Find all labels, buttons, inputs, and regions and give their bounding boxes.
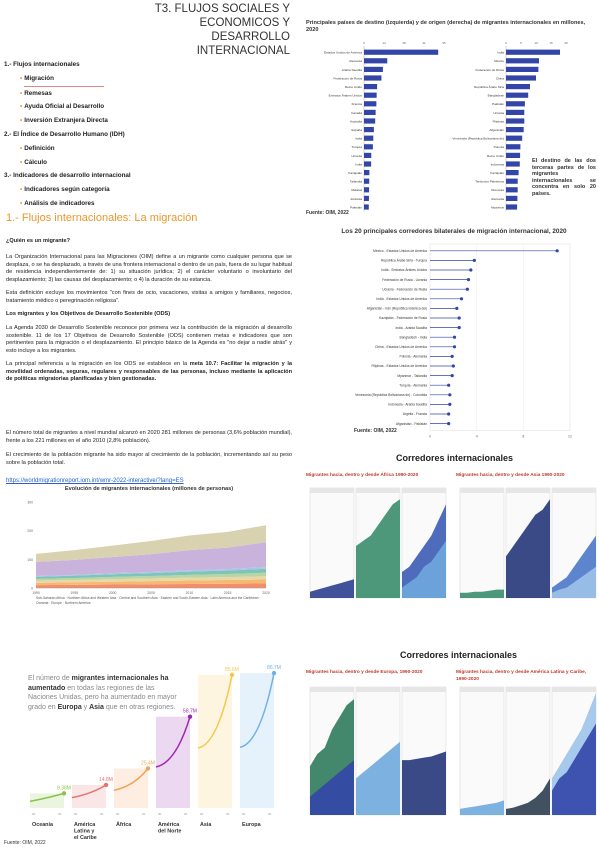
category-label: Afganistán - Pakistán: [395, 421, 427, 426]
tick-label: 15: [549, 41, 553, 45]
tick-label: 8: [522, 434, 525, 439]
year-label: 20: [268, 812, 272, 816]
category-label: Bangladesh - India: [399, 335, 427, 340]
lollipop-dot: [556, 249, 559, 252]
bar: [364, 93, 377, 98]
facet-header: [552, 488, 596, 493]
bar: [364, 84, 377, 89]
category-label: Reino Unido: [486, 153, 504, 158]
region-name-label: Latina y: [74, 828, 95, 835]
category-label: Estados Unidos de América: [323, 50, 362, 55]
toc-item-ayuda[interactable]: • Ayuda Oficial al Desarrollo: [4, 100, 204, 114]
section-heading: 1.- Flujos internacionales: La migración: [6, 212, 198, 224]
toc-item-indicadores[interactable]: • Indicadores según categoría: [4, 183, 204, 197]
bar: [364, 67, 383, 72]
corridors-facets-2: [306, 681, 596, 841]
category-label: México - Estados Unidos de América: [373, 249, 427, 253]
corridors-source: Fuente: OIM, 2022: [354, 428, 397, 434]
bar: [506, 93, 528, 98]
lollipop-dot: [447, 412, 450, 415]
category-label: México: [494, 59, 504, 64]
tick-label: 4: [475, 434, 478, 439]
category-label: España: [351, 128, 362, 132]
category-label: Indonesia - Arabia Saudita: [388, 402, 427, 407]
lollipop-dot: [453, 336, 456, 339]
category-label: India - Arabia Saudita: [395, 325, 427, 330]
x-tick-label: 2005: [147, 591, 155, 595]
paragraph-total: El número total de migrantes a nivel mundial alcanzó en 2020 281 millones de personas (3,6% población mundial), frente a los 221 millones en el año 2010 (2,8% población).: [6, 430, 292, 444]
x-tick-label: 1995: [70, 591, 79, 595]
facet-header: [506, 488, 550, 493]
region-value-label: 9.38M: [57, 785, 71, 792]
category-label: Polonia - Alemania: [399, 354, 427, 359]
bar: [506, 75, 536, 80]
toc-item-migracion[interactable]: • Migración: [4, 72, 204, 87]
top-chart-title: Principales países de destino (izquierda) y de origen (derecha) de migrantes internacionales en millones, 2020: [306, 20, 586, 33]
bar: [506, 204, 517, 209]
year-label: 90: [116, 812, 120, 816]
bar: [506, 196, 517, 201]
bar: [506, 187, 518, 192]
lollipop-dot: [466, 288, 469, 291]
facet-header: [356, 488, 400, 493]
category-label: Kazajstán: [490, 171, 504, 175]
category-label: India - Estados Unidos de América: [376, 297, 427, 301]
corridors-lollipop: [312, 240, 596, 439]
category-label: Canadá: [351, 110, 362, 115]
facet-header: [506, 687, 550, 692]
bar: [506, 58, 539, 63]
category-label: Arabia Saudita: [341, 67, 362, 72]
europe-title: Migrantes hacia, dentro y desde Europa, 1990-2020: [306, 670, 423, 675]
category-label: Turquía - Alemania: [399, 383, 427, 388]
category-label: Turquía: [351, 145, 362, 150]
category-label: Ucrania - Federación de Rusia: [382, 287, 427, 292]
category-label: Venezuela (República Bolivariana de): [452, 136, 504, 141]
tick-label: 41: [422, 41, 426, 45]
bar: [506, 170, 519, 175]
lollipop-dot: [467, 278, 470, 281]
facet-header: [460, 488, 504, 493]
bar: [364, 204, 369, 209]
africa-title: Migrantes hacia, dentro y desde África 1990-2020: [306, 473, 419, 478]
x-tick-label: 2000: [108, 591, 117, 595]
bar: [364, 110, 376, 115]
lollipop-dot: [452, 364, 455, 367]
paragraph-meta: La principal referencia a la migración en los ODS se establece en la meta 10.7: Facilitar la migración y la movilidad ordenadas, seguras, regulares y responsables de las personas, incluso mediante la aplicación de políticas migratorias planificadas y bien gestionadas.: [6, 361, 292, 383]
facet-header: [402, 488, 446, 493]
corridors-panel-1: [306, 470, 596, 630]
top-chart-note: El destino de las dos terceras partes de los migrantes internacionales se concentra en solo 20 países.: [532, 158, 596, 197]
year-label: 20: [184, 812, 188, 816]
latam-title: Migrantes hacia, dentro y desde América Latina y Caribe, 1990-2020: [456, 670, 587, 682]
lollipop-dot: [451, 374, 454, 377]
x-tick-label: 2010: [185, 591, 194, 595]
tick-label: 12: [568, 434, 572, 439]
paragraph-growth: El crecimiento de la población migrante ha sido mayor al crecimiento de la población, incrementando así su peso sobre la población total.: [6, 452, 292, 466]
corridors-chart: [312, 228, 596, 440]
lollipop-dot: [447, 384, 450, 387]
category-label: Federación de Rusia - Ucrania: [382, 277, 427, 282]
year-label: 20: [226, 812, 230, 816]
lollipop-dot: [473, 259, 476, 262]
region-value-label: 58.7M: [183, 708, 197, 715]
category-label: Federación de Rusia: [333, 76, 362, 81]
paragraph-agenda: La Agenda 2030 de Desarrollo Sostenible reconoce por primera vez la contribución de la migración al desarrollo sostenible. 11 de los 17 Objetivos de Desarrollo Sostenible (ODS) contienen metas e indicadores que son pertinentes para la migración o el desplazamiento. El principio básico de la Agenda es "no dejar a nadie atrás" y esto incluye a los migrantes.: [6, 325, 292, 354]
category-label: Afganistán - Irán (República Islámica del): [366, 306, 427, 311]
bar: [506, 50, 560, 55]
year-label: 90: [200, 812, 204, 816]
category-label: Italia: [355, 136, 362, 141]
infographic-chart: [20, 656, 290, 848]
lollipop-dot: [455, 307, 458, 310]
facet-header: [356, 687, 400, 692]
bar: [364, 58, 387, 63]
bar: [506, 101, 525, 106]
ods-heading: Los migrantes y los Objetivos de Desarrollo Sostenible (ODS): [6, 311, 171, 317]
y-tick-label: 300: [27, 500, 33, 505]
category-label: República Árabe Siria: [474, 85, 504, 89]
category-label: Jordania: [350, 196, 362, 201]
bar: [506, 84, 530, 89]
lollipop-dot: [447, 422, 450, 425]
region-name-label: América: [158, 822, 180, 828]
bar: [364, 136, 373, 141]
category-label: Territorios Palestinos: [475, 179, 504, 184]
year-label: 90: [74, 812, 78, 816]
toc-item-remesas[interactable]: • Remesas: [4, 87, 204, 101]
x-tick-label: 2015: [223, 591, 232, 595]
bar: [506, 179, 518, 184]
tick-label: 0: [429, 434, 431, 439]
category-label: Malasia: [351, 188, 362, 193]
facet-header: [460, 687, 504, 692]
bar: [364, 161, 371, 166]
category-label: China - Estados Unidos de América: [374, 345, 427, 349]
bar: [364, 144, 373, 149]
region-value-label: 25.4M: [141, 760, 155, 767]
bar: [506, 127, 524, 132]
region-name-label: Europa: [242, 822, 261, 828]
x-tick-label: 2020: [262, 591, 270, 595]
tick-label: 20: [564, 41, 568, 45]
category-label: China: [495, 76, 504, 81]
bar: [364, 187, 369, 192]
region-name-label: Oceanía: [32, 822, 53, 828]
corridors-panel-2: [306, 667, 596, 843]
source-link[interactable]: https://worldmigrationreport.iom.int/wmr-2022-interactive/?lang=ES: [6, 478, 184, 484]
bar: [506, 153, 520, 158]
category-label: Ucrania: [493, 110, 504, 115]
corridors-heading-2: Corredores internacionales: [400, 650, 518, 660]
region-name-label: el Caribe: [74, 835, 97, 841]
toc-item-definicion[interactable]: • Definición: [4, 142, 204, 156]
tick-label: 28: [402, 41, 406, 45]
bar: [364, 50, 438, 55]
region-growth-dot: [188, 714, 192, 718]
bar: [506, 67, 538, 72]
infographic-text: El número de migrantes internacionales ha aumentado en todas las regiones de las Naciones Unidas, pero ha aumentado en mayor grado en Europa y Asia que en otras regiones.: [28, 675, 177, 711]
category-label: Kazajstán: [348, 171, 362, 175]
tick-label: 5: [520, 41, 522, 45]
region-growth-dot: [272, 671, 276, 675]
lollipop-dot: [458, 326, 461, 329]
lollipop-dot: [469, 268, 472, 271]
category-label: Kazajstán - Federación de Rusia: [379, 316, 427, 321]
area-chart: [6, 496, 292, 596]
top-chart-source: Fuente: OIM, 2022: [306, 210, 349, 216]
toc-section-3[interactable]: 3.- Indicadores de desarrollo internacional: [4, 172, 131, 180]
page-title: T3. FLUJOS SOCIALES Y ECONOMICOS Y DESARROLLO INTERNACIONAL: [154, 3, 290, 57]
bar: [506, 161, 520, 166]
region-value-label: 86.7M: [267, 665, 281, 672]
category-label: República Árabe Siria - Turquía: [381, 258, 427, 263]
bar: [364, 179, 369, 184]
category-label: India: [497, 50, 504, 55]
year-label: 20: [58, 812, 62, 816]
category-label: Afganistán: [489, 128, 504, 132]
category-label: Ucrania: [351, 153, 362, 158]
destinations-origins-chart: [306, 20, 596, 224]
region-name-label: América: [74, 822, 96, 828]
region-growth-dot: [104, 783, 108, 787]
region-name-label: Asia: [200, 822, 212, 828]
category-label: Francia: [351, 102, 362, 107]
lollipop-dot: [448, 393, 451, 396]
facet-frame: [460, 687, 504, 815]
facet-header: [310, 687, 354, 692]
lollipop-dot: [448, 403, 451, 406]
tick-label: 0: [363, 41, 365, 45]
year-label: 90: [32, 812, 36, 816]
category-label: Indonesia: [490, 162, 504, 167]
question-heading: ¿Quién es un migrante?: [6, 238, 71, 244]
lollipop-dot: [453, 345, 456, 348]
asia-title: Migrantes hacia, dentro y desde Asia 1990-2020: [456, 473, 565, 478]
corridors-facets-1: [306, 480, 596, 630]
lollipop-dot: [458, 316, 461, 319]
category-label: Emiratos Árabes Unidos: [328, 93, 362, 98]
table-of-contents: [4, 58, 204, 211]
year-label: 90: [158, 812, 162, 816]
bar: [506, 118, 524, 123]
y-tick-label: 200: [27, 529, 33, 534]
y-tick-label: 0: [31, 586, 33, 591]
bar: [364, 101, 376, 106]
tick-label: 55: [442, 41, 446, 45]
category-label: Alemania: [349, 59, 362, 64]
bar: [506, 144, 520, 149]
x-tick-label: 1990: [32, 591, 40, 595]
region-value-label: 85.6M: [225, 666, 239, 673]
toc-section-2[interactable]: 2.- El Índice de Desarrollo Humano (IDH): [4, 130, 125, 138]
bar: [506, 110, 524, 115]
region-name-label: del Norte: [158, 828, 182, 835]
facet-header: [552, 687, 596, 692]
year-label: 90: [242, 812, 246, 816]
category-label: Argelia - Francia: [402, 412, 427, 417]
facet-frame: [460, 488, 504, 598]
category-label: Tailandia: [349, 179, 362, 184]
category-label: Polonia: [493, 145, 504, 150]
toc-item-calculo[interactable]: • Cálculo: [4, 156, 204, 170]
corridors-title: Los 20 principales corredores bilaterales de migración internacional, 2020: [341, 228, 567, 235]
bar: [364, 196, 369, 201]
category-label: Filipinas: [492, 119, 504, 124]
year-label: 20: [100, 812, 104, 816]
category-label: Rumanía: [491, 188, 504, 193]
infographic-source: Fuente: OIM, 2022: [4, 840, 46, 846]
bar: [506, 136, 522, 141]
tick-label: 10: [534, 41, 538, 45]
category-label: India - Emiratos Árabes Unidos: [381, 268, 427, 273]
tick-label: 0: [505, 41, 507, 45]
lollipop-dot: [451, 355, 454, 358]
area-chart-panel: [6, 486, 292, 606]
year-label: 20: [142, 812, 146, 816]
y-tick-label: 100: [27, 557, 33, 562]
region-growth-dot: [146, 766, 150, 770]
bar: [364, 118, 375, 123]
region-name-label: África: [116, 822, 132, 828]
facet-header: [402, 687, 446, 692]
toc-item-inversion[interactable]: • Inversión Extranjera Directa: [4, 114, 204, 128]
corridors-heading-1: Corredores internacionales: [396, 453, 514, 463]
category-label: Pakistán: [492, 102, 504, 107]
category-label: India: [355, 162, 362, 167]
paragraph-definition: La Organización Internacional para las Migraciones (OIM) define a un migrante como cualquier persona que se desplaza, o se ha desplazado, a través de una frontera internacional o dentro de un país, fuera de su lugar habitual de residencia independientemente de: 1) su situación jurídica; 2) el carácter voluntario o involuntario del desplazamiento; 3) las causas del desplazamiento; o 4) la duración de su estancia.: [6, 254, 292, 283]
tick-label: 14: [382, 41, 386, 45]
lollipop-dot: [460, 297, 463, 300]
category-label: Alemania: [491, 196, 504, 201]
category-label: Reino Unido: [344, 85, 362, 89]
toc-section-1[interactable]: 1.- Flujos internacionales: [4, 61, 80, 68]
category-label: Pakistán: [350, 205, 362, 210]
category-label: Bangladesh: [487, 93, 504, 98]
area-chart-title: Evolución de migrantes internacionales (millones de personas): [64, 486, 234, 492]
bar: [364, 153, 371, 158]
region-growth-dot: [230, 673, 234, 677]
category-label: Myanmar - Tailandia: [397, 373, 427, 378]
facet-area: [402, 752, 446, 815]
bar: [364, 127, 374, 132]
region-growth-dot: [62, 791, 66, 795]
area-chart-legend: Sub-Saharan Africa · Northern Africa and Western Asia · Central and Southern Asia · Eastern and South-Eastern Asia · Latin America and the Caribbean · Oceania · Europe · Northern America: [36, 596, 261, 605]
category-label: Australia: [349, 119, 362, 124]
category-label: Filipinas - Estados Unidos de América: [371, 364, 427, 369]
paragraph-exclusion: Esta definición excluye los movimientos "con fines de ocio, vacaciones, visitas a amigos y familiares, negocios, tratamiento médico o peregrinación religiosa".: [6, 290, 292, 304]
category-label: Myanmar: [491, 205, 504, 210]
toc-item-analisis[interactable]: • Análisis de indicadores: [4, 197, 204, 211]
category-label: Venezuela (República Bolivariana de) - Colombia: [355, 393, 427, 397]
bar: [364, 75, 381, 80]
region-value-label: 14.8M: [99, 776, 113, 783]
facet-header: [310, 488, 354, 493]
bar: [364, 170, 369, 175]
category-label: Federación de Rusia: [475, 67, 504, 72]
